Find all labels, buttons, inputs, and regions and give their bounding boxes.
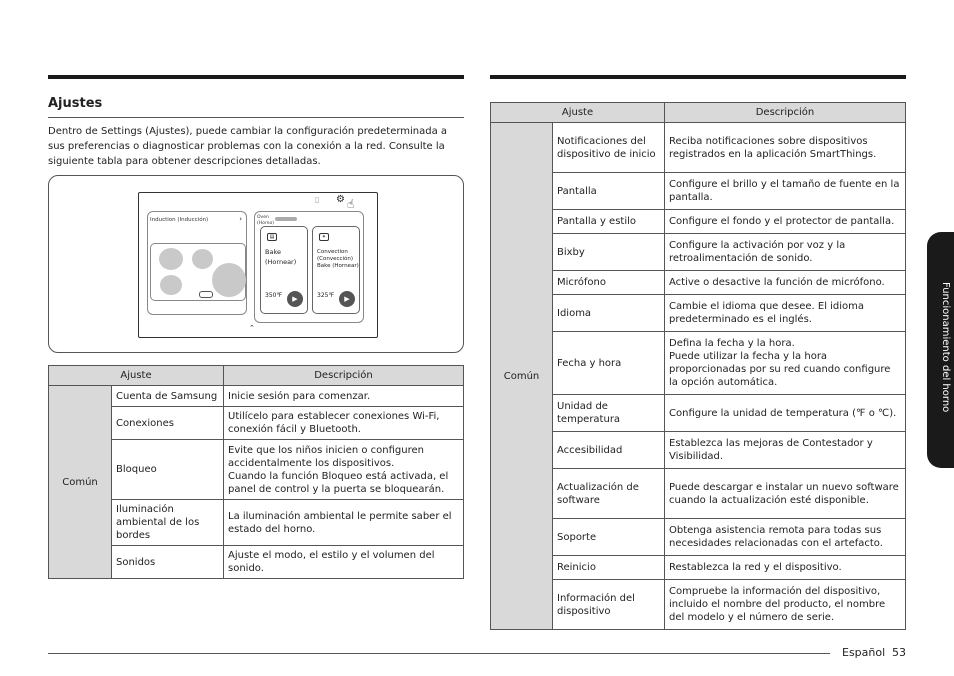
play-icon: ▶ [287,291,303,307]
setting-cell: Iluminación ambiental de los bordes [112,500,224,546]
chapter-tab-label: Funcionamiento del horno [940,282,951,413]
settings-table-right [490,102,906,630]
section-title: Ajustes [48,96,464,118]
table-row [49,440,464,500]
control-panel-screen [138,192,378,338]
gear-icon: ⚙ [336,194,345,205]
top-rule-right [490,75,906,79]
trash-icon: ▯ [315,195,320,204]
chevron-right-icon: › [239,215,242,223]
category-cell: Común [49,386,112,579]
setting-cell: Fecha y hora [553,332,665,395]
description-line: Cuando la función Bloqueo está activada, el panel de control y la puerta se bloquearán. [228,470,449,495]
description-cell: Configure el fondo y el protector de pantalla. [665,210,906,234]
table-row [49,546,464,579]
chapter-tab [927,232,954,468]
table-row [491,580,906,630]
table-row [491,395,906,432]
setting-cell: Unidad de temperatura [553,395,665,432]
category-cell: Común [491,123,553,630]
description-cell: Obtenga asistencia remota para todas sus necesidades relacionadas con el artefacto. [665,519,906,556]
description-cell [224,440,464,500]
description-cell: Configure el brillo y el tamaño de fuente en la pantalla. [665,173,906,210]
table-row [491,556,906,580]
convection-mode-text [317,249,359,270]
bake-sub-label: (Hornear) [265,258,297,266]
setting-cell: Idioma [553,295,665,332]
footer-language: Español [842,646,886,659]
setting-cell: Notificaciones del dispositivo de inicio [553,123,665,173]
table-row [491,519,906,556]
setting-cell: Actualización de software [553,469,665,519]
section-intro: Dentro de Settings (Ajustes), puede cambiar la configuración predeterminada a sus preferencias o diagnosticar problemas con la conexión a la red. Consulte la siguiente tabla para obtener descripciones detalladas. [48,126,448,167]
setting-cell: Sonidos [112,546,224,579]
description-cell: La iluminación ambiental le permite saber el estado del horno. [224,500,464,546]
convection-temp: 325℉ [317,292,335,299]
description-cell: Inicie sesión para comenzar. [224,386,464,407]
table-row [491,469,906,519]
table-row [491,332,906,395]
description-cell: Configure la activación por voz y la retroalimentación de sonido. [665,234,906,271]
setting-cell: Bloqueo [112,440,224,500]
table-row [49,407,464,440]
induction-label: Induction (Inducción) [150,217,209,223]
bake-temp: 350℉ [265,292,283,299]
burner-area [150,243,246,301]
induction-panel [147,211,247,315]
table-header-row [49,366,464,386]
description-cell: Configure la unidad de temperatura (℉ o ℃). [665,395,906,432]
header-setting: Ajuste [491,103,665,123]
convection-bake-label: Bake (Hornear) [317,263,359,269]
touch-hand-icon: ☝ [347,197,355,211]
table-header-row [491,103,906,123]
convection-mode-card [312,226,360,314]
bake-label: Bake [265,248,281,256]
header-description: Descripción [224,366,464,386]
setting-cell: Conexiones [112,407,224,440]
header-description: Descripción [665,103,906,123]
oven-panel [254,211,364,323]
bake-mode-text [265,247,296,267]
setting-cell: Cuenta de Samsung [112,386,224,407]
convection-icon: ✴ [319,233,329,241]
header-setting: Ajuste [49,366,224,386]
burner-icon [212,263,246,297]
table-row [491,295,906,332]
description-cell: Compruebe la información del dispositivo, incluido el nombre del producto, el nombre del modelo y el número de serie. [665,580,906,630]
setting-cell: Información del dispositivo [553,580,665,630]
description-cell: Cambie el idioma que desee. El idioma predeterminado es el inglés. [665,295,906,332]
settings-table-left [48,365,464,579]
description-cell: Establezca las mejoras de Contestador y Visibilidad. [665,432,906,469]
settings-section [48,96,464,169]
convection-sub-label: (Convección) [317,256,354,262]
right-column [490,102,906,630]
description-cell: Puede descargar e instalar un nuevo software cuando la actualización esté disponible. [665,469,906,519]
description-cell: Ajuste el modo, el estilo y el volumen del sonido. [224,546,464,579]
setting-cell: Accesibilidad [553,432,665,469]
table-row [491,271,906,295]
setting-cell: Pantalla [553,173,665,210]
table-row [491,210,906,234]
bridge-button [199,291,213,298]
footer-rule [48,653,830,654]
oven-status-pill [275,217,297,221]
convection-label: Convection [317,249,348,255]
description-cell: Reciba notificaciones sobre dispositivos registrados en la aplicación SmartThings. [665,123,906,173]
burner-icon [159,248,183,270]
burner-icon [160,275,182,295]
table-row [491,123,906,173]
setting-cell: Bixby [553,234,665,271]
description-line: Evite que los niños inicien o configuren accidentalmente los dispositivos. [228,444,424,469]
table-row [491,432,906,469]
setting-cell: Reinicio [553,556,665,580]
setting-cell: Micrófono [553,271,665,295]
setting-cell: Soporte [553,519,665,556]
description-line: Defina la fecha y la hora. [669,338,795,349]
description-cell [665,332,906,395]
bake-icon: ▤ [267,233,277,241]
description-cell: Active o desactive la función de micrófono. [665,271,906,295]
page-number: 53 [892,646,906,659]
bake-mode-card [260,226,308,314]
table-row [49,386,464,407]
top-rule-left [48,75,464,79]
chevron-up-icon: ⌃ [249,324,255,332]
description-cell: Restablezca la red y el dispositivo. [665,556,906,580]
table-row [491,234,906,271]
burner-icon [192,249,213,269]
table-row [49,500,464,546]
oven-label: Oven (Horno) [257,215,275,226]
description-line: Puede utilizar la fecha y la hora proporcionadas por su red cuando configure la opción automática. [669,351,891,388]
play-icon: ▶ [339,291,355,307]
setting-cell: Pantalla y estilo [553,210,665,234]
table-row [491,173,906,210]
description-cell: Utilícelo para establecer conexiones Wi-Fi, conexión fácil y Bluetooth. [224,407,464,440]
settings-illustration [48,175,464,353]
